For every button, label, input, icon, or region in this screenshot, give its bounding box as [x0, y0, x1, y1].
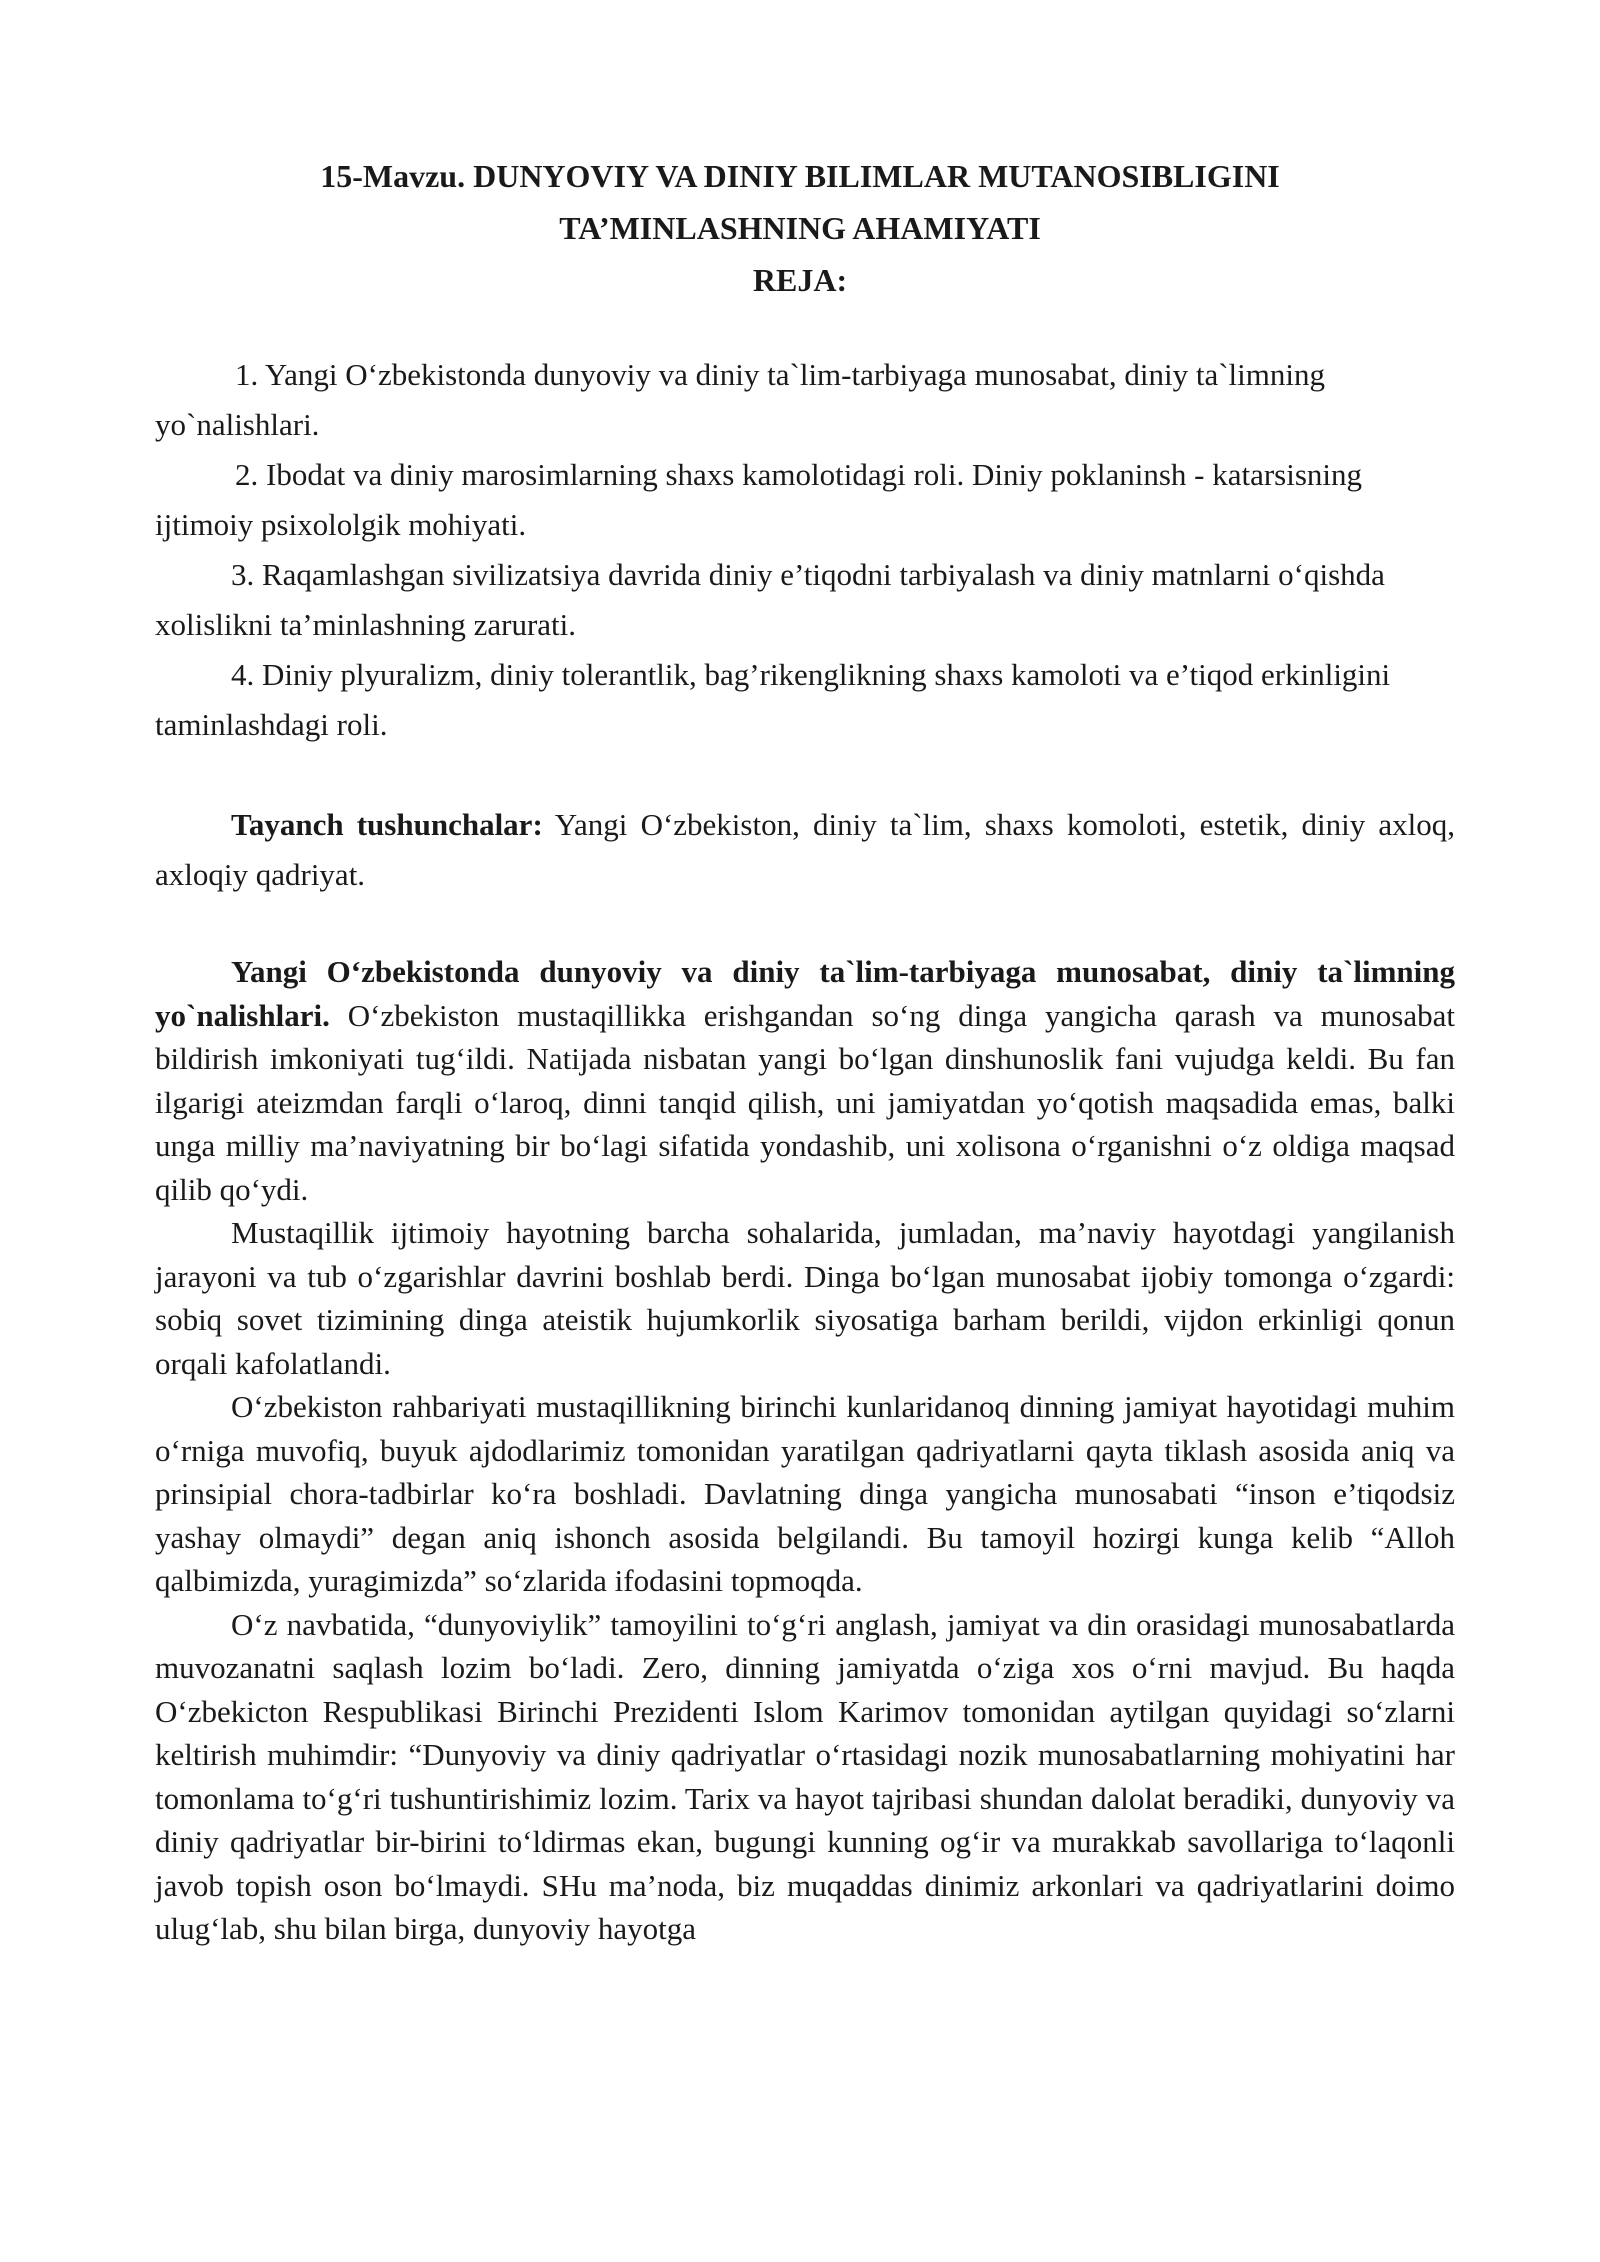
body-paragraph-4: O‘z navbatida, “dunyoviylik” tamoyilini to‘g‘ri anglash, jamiyat va din orasidagi munosabatlarda muvozanatni saqlash lozim bo‘ladi. Zero, dinning jamiyatda o‘ziga xos o‘rni mavjud. Bu haqda O‘zbekicton Respublikasi Birinchi Prezidenti Islom Karimov tomonidan aytilgan quyidagi so‘zlarni keltirish muhimdir: “Dunyoviy va diniy qadriyatlar o‘rtasidagi nozik munosabatlarning mohiyatini har tomonlama to‘g‘ri tushuntirishimiz lozim. Tarix va hayot tajribasi shundan dalolat beradiki, dunyoviy va diniy qadriyatlar bir-birini to‘ldirmas ekan, bugungi kunning og‘ir va murakkab savollariga to‘laqonli javob topish oson bo‘lmaydi. SHu ma’noda, biz muqaddas dinimiz arkonlari va qadriyatlarini doimo ulug‘lab, shu bilan birga, dunyoviy hayotga: [155, 1606, 1455, 1946]
section-first-paragraph-text: O‘zbekiston mustaqillikka erishgandan so‘ng dinga yangicha qarash va munosabat bildirish imkoniyati tug‘ildi. Natijada nisbatan yangi bo‘lgan dinshunoslik fani vujudga keldi. Bu fan ilgarigi ateizmdan farqli o‘laroq, dinni tanqid qilish, uni jamiyatdan yo‘qotish maqsadida emas, balki unga milliy ma’naviyatning bir bo‘lagi sifatida yondashib, uni xolisona o‘rganishni o‘z oldiga maqsad qilib qo‘ydi.: [155, 997, 1455, 1207]
key-concepts-paragraph: [155, 800, 1455, 900]
topic-title-line-2: TA’MINLASHNING AHAMIYATI: [559, 210, 1041, 246]
title-block: [155, 150, 1445, 306]
plan-item-1: 1. Yangi O‘zbekistonda dunyoviy va diniy ta`lim-tarbiyaga munosabat, diniy ta`limning yo`nalishlari.: [155, 357, 1325, 442]
key-concepts-text: Yangi O‘zbekiston, diniy ta`lim, shaxs komoloti, estetik, diniy axloq, axloqiy qadriyat.: [155, 807, 1455, 892]
plan-heading: REJA:: [752, 262, 848, 298]
key-concepts-label: Tayanch tushunchalar:: [231, 807, 543, 842]
plan-item-2: 2. Ibodat va diniy marosimlarning shaxs kamolotidagi roli. Diniy poklaninsh - katarsisning ijtimoiy psixololgik mohiyati.: [155, 457, 1363, 542]
body-paragraph-2: Mustaqillik ijtimoiy hayotning barcha sohalarida, jumladan, ma’naviy hayotdagi yangilanish jarayoni va tub o‘zgarishlar davrini boshlab berdi. Dinga bo‘lgan munosabat ijobiy tomonga o‘zgardi: sobiq sovet tizimining dinga ateistik hujumkorlik siyosatiga barham berildi, vijdon erkinligi qonun orqali kafolatlandi.: [155, 1215, 1455, 1381]
body-paragraph-3: O‘zbekiston rahbariyati mustaqillikning birinchi kunlaridanoq dinning jamiyat hayotidagi muhim o‘rniga muvofiq, buyuk ajdodlarimiz tomonidan yaratilgan qadriyatlarni qayta tiklash asosida aniq va prinsipial chora-tadbirlar ko‘ra boshladi. Davlatning dinga yangicha munosabati “inson e’tiqodsiz yashay olmaydi” degan aniq ishonch asosida belgilandi. Bu tamoyil hozirgi kunga kelib “Alloh qalbimizda, yuragimizda” so‘zlarida ifodasini topmoqda.: [155, 1389, 1455, 1598]
plan-item-3: 3. Raqamlashgan sivilizatsiya davrida diniy e’tiqodni tarbiyalash va diniy matnlarni o‘qishda xolislikni ta’minlashning zarurati.: [155, 557, 1385, 642]
section-first-paragraph: [155, 950, 1455, 1211]
plan-list: [155, 350, 1455, 750]
body-text: [155, 950, 1455, 1951]
section-heading: Yangi O‘zbekistonda dunyoviy va diniy ta`lim-tarbiyaga munosabat, diniy ta`limning yo`nalishlari.: [155, 954, 1455, 1033]
topic-title-line-1: 15-Mavzu. DUNYOVIY VA DINIY BILIMLAR MUTANOSIBLIGINI: [320, 158, 1280, 194]
plan-item-4: 4. Diniy plyuralizm, diniy tolerantlik, bag’rikenglikning shaxs kamoloti va e’tiqod erkinligini taminlashdagi roli.: [155, 657, 1391, 742]
